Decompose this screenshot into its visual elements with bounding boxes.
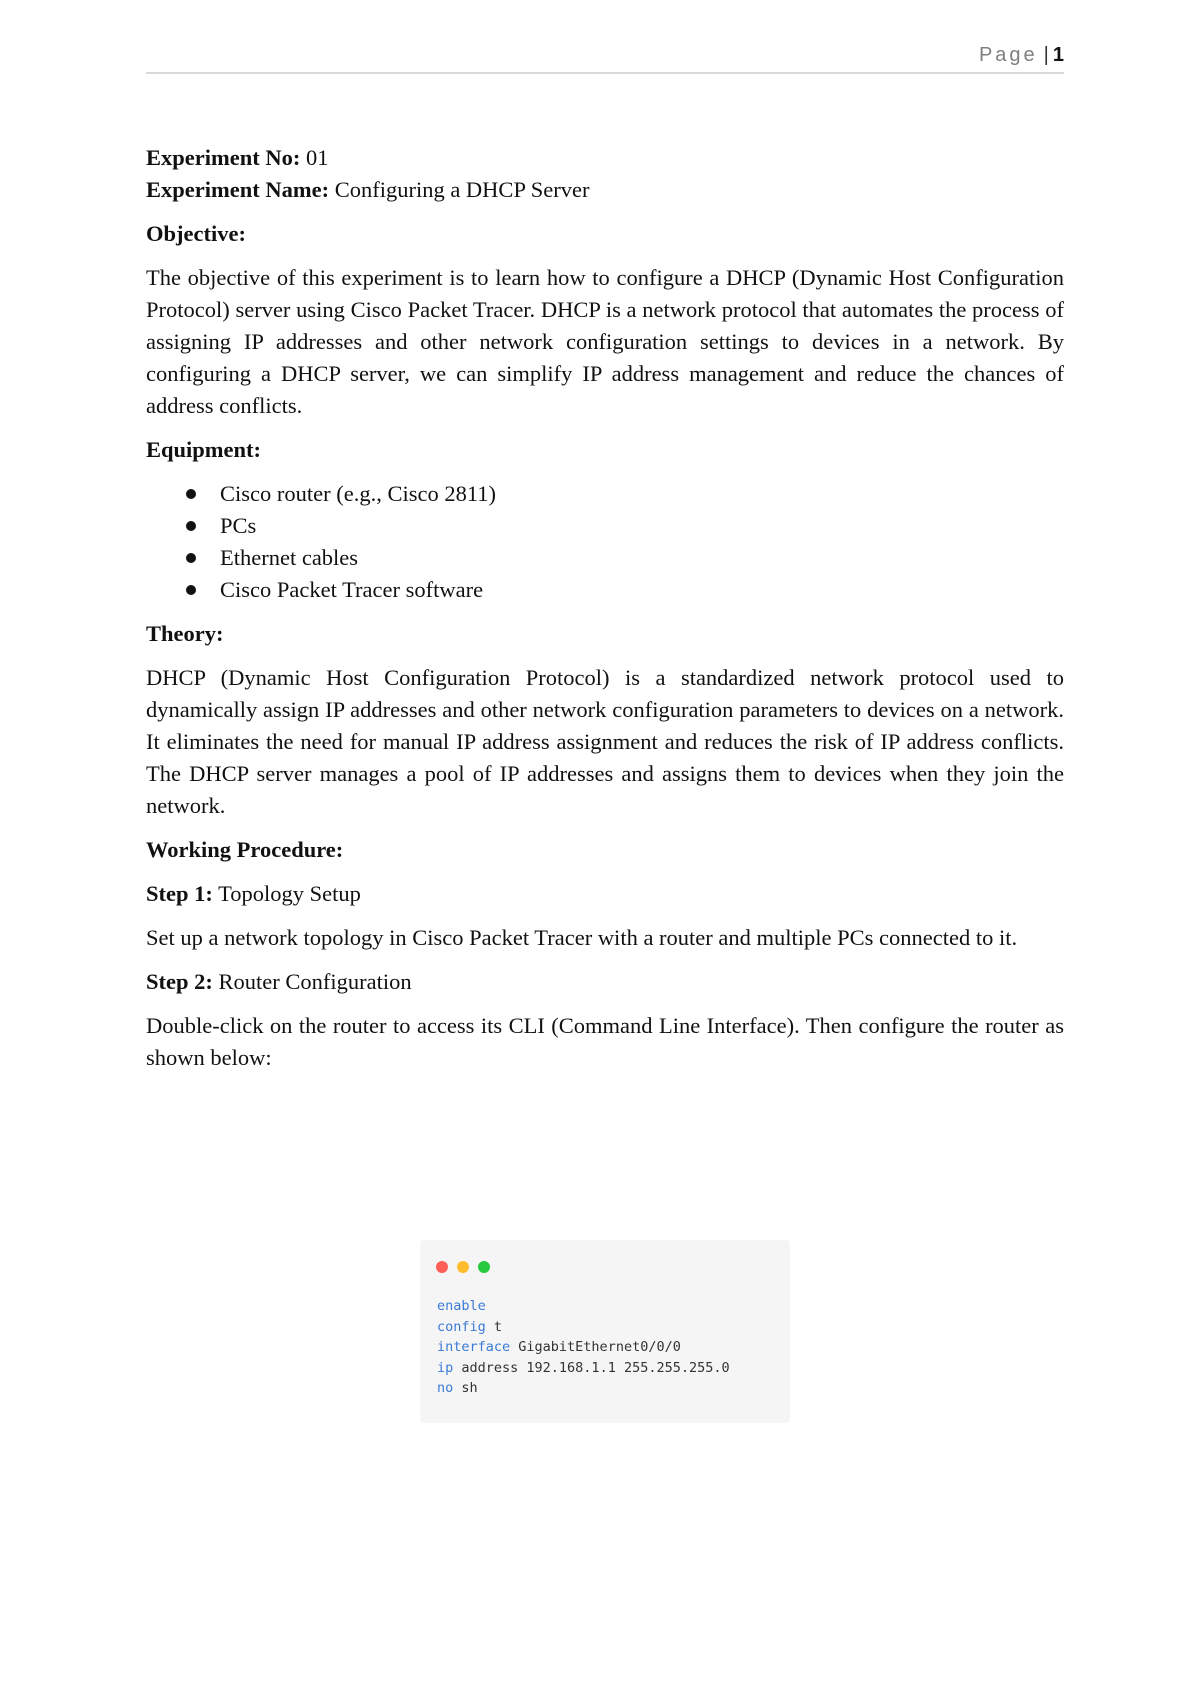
code-lines: [437, 1296, 730, 1399]
code-line: ip address 192.168.1.1 255.255.255.0: [437, 1359, 730, 1376]
theory-text: DHCP (Dynamic Host Configuration Protocol) is a standardized network protocol used to dynamically assign IP addresses and other network configuration parameters to devices on a network. It eliminates the need for manual IP address assignment and reduces the risk of IP address conflicts. The DHCP server manages a pool of IP addresses and assigns them to devices when they join the network.: [146, 665, 1064, 818]
page-header: [146, 42, 1064, 74]
code-line: enable: [437, 1298, 486, 1314]
page-label: Page: [978, 44, 1038, 66]
experiment-name: Experiment Name: Configuring a DHCP Server: [146, 177, 590, 202]
close-dot-icon: [436, 1261, 448, 1273]
theory-heading: Theory:: [146, 621, 224, 646]
equipment-heading: Equipment:: [146, 437, 262, 462]
step2-text: Double-click on the router to access its CLI (Command Line Interface). Then configure the router as shown below:: [146, 1013, 1064, 1070]
step2-heading: Step 2: Router Configuration: [146, 969, 412, 994]
step1-text: Set up a network topology in Cisco Packet Tracer with a router and multiple PCs connected to it.: [146, 925, 1018, 950]
list-item: PCs: [220, 510, 1064, 542]
list-item: Ethernet cables: [220, 542, 1064, 574]
objective-heading: Objective:: [146, 221, 246, 246]
code-line: interface GigabitEthernet0/0/0: [437, 1339, 681, 1355]
code-line: config t: [437, 1318, 503, 1335]
document-body: [146, 142, 1064, 1074]
equipment-list: [146, 478, 1064, 606]
objective-text: The objective of this experiment is to learn how to configure a DHCP (Dynamic Host Configuration Protocol) server using Cisco Packet Tracer. DHCP is a network protocol that automates the process of assigning IP addresses and other network configuration settings to devices in a network. By configuring a DHCP server, we can simplify IP address management and reduce the chances of address conflicts.: [146, 265, 1064, 418]
procedure-heading: Working Procedure:: [146, 837, 344, 862]
step1-heading: Step 1: Topology Setup: [146, 881, 361, 906]
code-line: no sh: [437, 1380, 478, 1396]
minimize-dot-icon: [457, 1261, 469, 1273]
page-number-value: 1: [1052, 44, 1064, 66]
experiment-number: Experiment No: 01: [146, 145, 329, 170]
list-item: Cisco router (e.g., Cisco 2811): [220, 478, 1064, 510]
maximize-dot-icon: [478, 1261, 490, 1273]
window-dots: [436, 1258, 499, 1277]
list-item: Cisco Packet Tracer software: [220, 574, 1064, 606]
page-number: Page | 1: [978, 44, 1064, 66]
code-snippet: [420, 1240, 790, 1423]
